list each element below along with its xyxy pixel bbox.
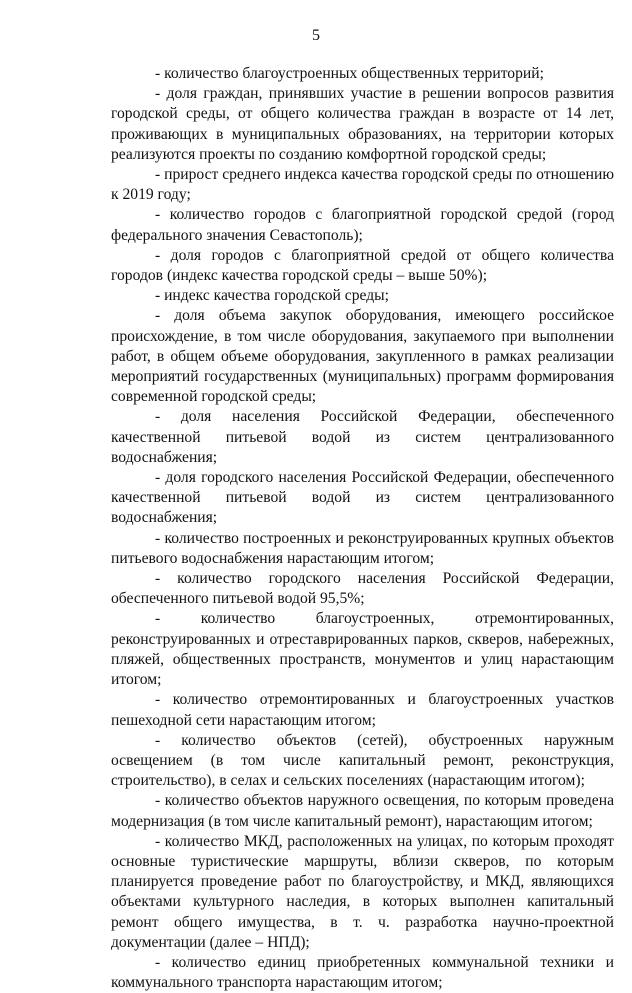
list-item: - доля населения Российской Федерации, обеспеченного качественной питьевой водой из систем централизованного водоснабжения;: [111, 408, 614, 466]
list-item: - доля городов с благоприятной средой от общего количества городов (индекс качества городской среды – выше 50%);: [111, 246, 614, 285]
list-item: - количество благоустроенных общественных территорий;: [155, 65, 544, 82]
list-item: - количество городского населения Российской Федерации, обеспеченного питьевой водой 95,5%;: [111, 570, 614, 608]
list-item: - количество благоустроенных, отремонтированных, реконструированных и отреставрированных парков, скверов, набережных, пляжей, общественных пространств, монументов и улиц нарастающим итогом;: [111, 610, 614, 689]
list-item: - количество построенных и реконструированных крупных объектов питьевого водоснабжения нарастающим итогом;: [111, 529, 614, 567]
list-item: - доля объема закупок оборудования, имеющего российское происхождение, в том числе оборудования, закупаемого при выполнении работ, в общем объеме оборудования, закупленного в рамках реализации мероприятий государственных (муниципальных) программ формирования современной городской среды;: [111, 307, 614, 406]
list-item: - прирост среднего индекса качества городской среды по отношению к 2019 году;: [111, 166, 614, 204]
document-body: [111, 64, 614, 993]
list-item: - доля граждан, принявших участие в решении вопросов развития городской среды, от общего количества граждан в возрасте от 14 лет, проживающих в муниципальных образованиях, на территории которых реализуются проекты по созданию комфортной городской среды;: [111, 85, 614, 163]
list-item: - количество МКД, расположенных на улицах, по которым проходят основные туристические маршруты, вблизи скверов, по которым планируется проведение работ по благоустройству, и МКД, являющихся объектами культурного наследия, в которых выполнен капитальный ремонт общего имущества, в т. ч. разработка научно-проектной документации (далее – НПД);: [111, 832, 614, 951]
list-item: - количество отремонтированных и благоустроенных участков пешеходной сети нарастающим итогом;: [111, 691, 614, 729]
list-item: - количество городов с благоприятной городской средой (город федерального значения Севастополь);: [111, 206, 614, 244]
list-item: - количество объектов наружного освещения, по которым проведена модернизация (в том числе капитальный ремонт), нарастающим итогом;: [111, 792, 614, 830]
list-item: - количество единиц приобретенных коммунальной техники и коммунального транспорта нарастающим итогом;: [111, 953, 614, 992]
list-item: - индекс качества городской среды;: [155, 287, 389, 305]
list-item: - количество объектов (сетей), обустроенных наружным освещением (в том числе капитальный ремонт, реконструкция, строительство), в селах и сельских поселениях (нарастающим итогом);: [111, 731, 614, 790]
page-number: 5: [312, 27, 320, 44]
list-item: - доля городского населения Российской Федерации, обеспеченного качественной питьевой водой из систем централизованного водоснабжения;: [111, 469, 614, 527]
